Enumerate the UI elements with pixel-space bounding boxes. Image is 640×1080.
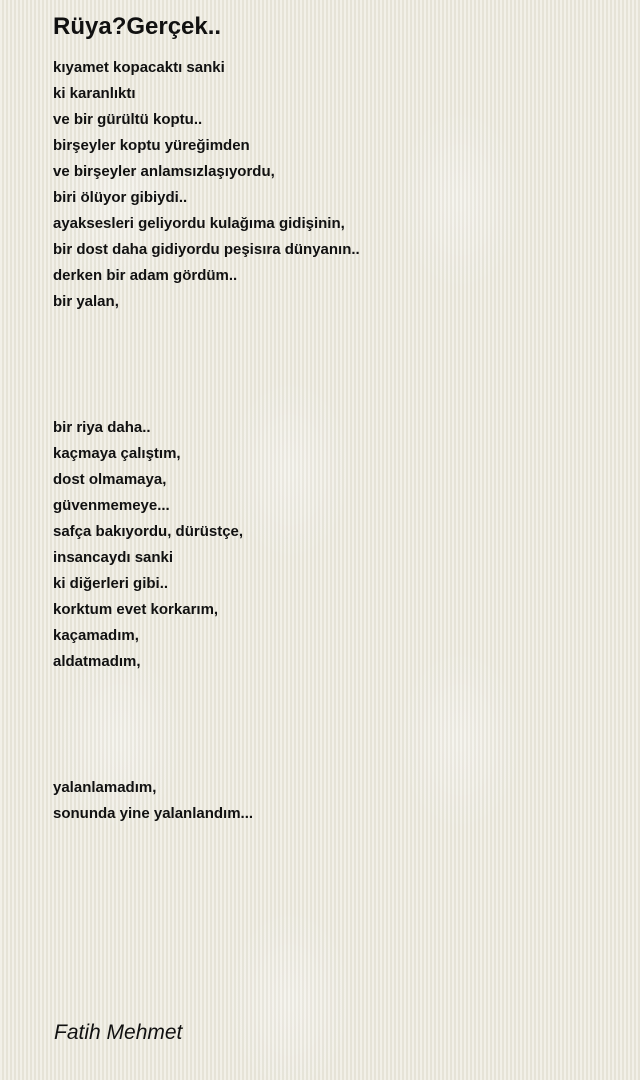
poem-line: aldatmadım,	[53, 653, 141, 670]
poem-line: ve birşeyler anlamsızlaşıyordu,	[53, 163, 275, 180]
poem-line: bir dost daha gidiyordu peşisıra dünyanın..	[53, 241, 360, 258]
poem-line: kıyamet kopacaktı sanki	[53, 59, 225, 76]
stanza-3	[53, 775, 613, 827]
poem-line: kaçamadım,	[53, 627, 139, 644]
poem-line: derken bir adam gördüm..	[53, 267, 238, 284]
poem-line: güvenmemeye...	[53, 497, 170, 514]
poem-line: bir riya daha..	[53, 419, 151, 436]
poem-line: safça bakıyordu, dürüstçe,	[53, 523, 244, 540]
poem-line: kaçmaya çalıştım,	[53, 445, 181, 462]
poem-body	[53, 55, 613, 827]
poem-line: insancaydı sanki	[53, 549, 174, 566]
poem-title: Rüya?Gerçek..	[53, 13, 222, 40]
poem-author: Fatih Mehmet	[54, 1021, 183, 1044]
stanza-1	[53, 55, 613, 315]
poem-line: ki karanlıktı	[53, 85, 136, 102]
poem-line: biri ölüyor gibiydi..	[53, 189, 188, 206]
poem-line: sonunda yine yalanlandım...	[53, 805, 254, 822]
poem-line: bir yalan,	[53, 293, 119, 310]
poem-line: ki diğerleri gibi..	[53, 575, 169, 592]
poem-line: korktum evet korkarım,	[53, 601, 219, 618]
poem-line: yalanlamadım,	[53, 779, 157, 796]
stanza-2	[53, 415, 613, 675]
poem-line: ayaksesleri geliyordu kulağıma gidişinin,	[53, 215, 345, 232]
poem-line: dost olmamaya,	[53, 471, 167, 488]
poem-line: birşeyler koptu yüreğimden	[53, 137, 250, 154]
poem-line: ve bir gürültü koptu..	[53, 111, 203, 128]
